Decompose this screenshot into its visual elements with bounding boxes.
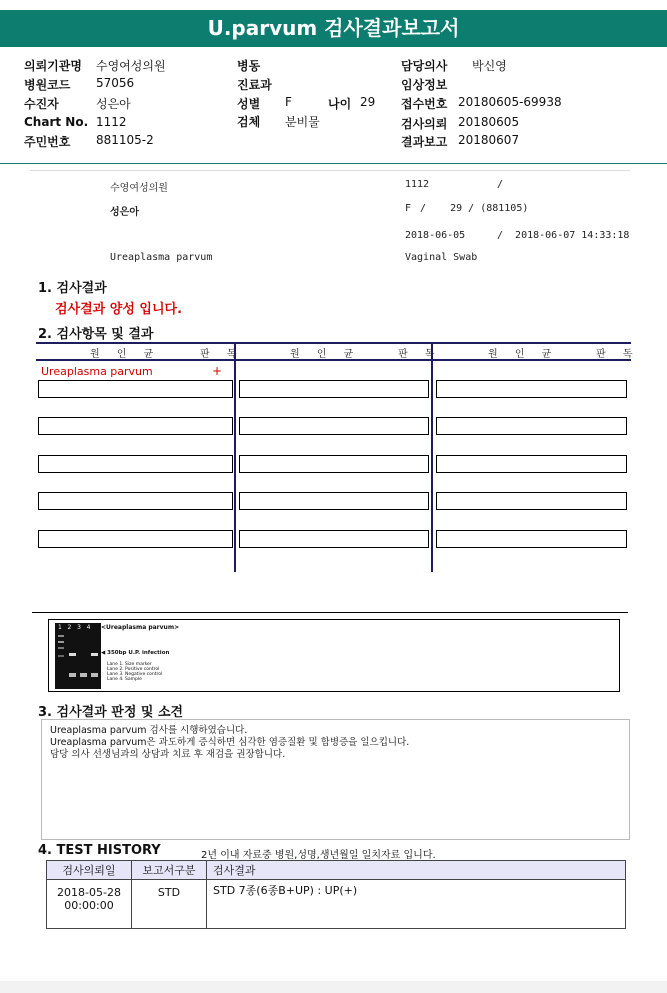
pi-date-reported: / 2018-06-07 14:33:18 <box>497 230 630 241</box>
gel-image-box <box>48 619 620 692</box>
result-cell <box>38 492 233 510</box>
gel-band <box>69 653 76 656</box>
history-row-result: STD 7종(6종B+UP) : UP(+) <box>207 880 626 929</box>
patient-label: 수진자 <box>24 97 59 111</box>
pi-organism: Ureaplasma parvum <box>110 252 213 263</box>
result-cell <box>239 455 429 473</box>
result-cell <box>436 492 627 510</box>
page-divider <box>30 170 630 171</box>
gel-image <box>55 623 101 689</box>
result-cell <box>38 455 233 473</box>
gel-lane-numbers: 1 2 3 4 <box>58 624 91 631</box>
gel-legend-2: Lane 2. Positive control <box>107 667 160 672</box>
pi-institution: 수영여성의원 <box>110 183 168 194</box>
gel-band <box>91 673 98 677</box>
history-col-result: 검사결과 <box>207 861 626 880</box>
history-table <box>46 860 626 929</box>
ward-label: 병동 <box>237 59 261 73</box>
result-cell <box>38 417 233 435</box>
history-note: 2년 이내 자료중 병원,성명,생년월일 일치자료 입니다. <box>201 850 436 861</box>
history-col-date: 검사의뢰일 <box>47 861 132 880</box>
specimen-value: 분비물 <box>285 115 320 129</box>
chart-label: Chart No. <box>24 115 89 129</box>
id-label: 주민번호 <box>24 135 71 149</box>
gel-band <box>69 673 76 677</box>
pi-name: 성은아 <box>110 207 139 218</box>
header-divider <box>0 163 667 164</box>
patient-value: 성은아 <box>96 97 131 111</box>
pi-sex: F <box>405 203 412 214</box>
page-footer-bar <box>0 981 667 993</box>
history-col-type: 보고서구분 <box>132 861 207 880</box>
section4-title: 4. TEST HISTORY <box>38 843 161 858</box>
age-value: 29 <box>360 95 376 109</box>
gel-legend-4: Lane 4. Sample <box>107 677 142 682</box>
section3-title: 3. 검사결과 판정 및 소견 <box>38 705 184 720</box>
receipt-label: 접수번호 <box>401 97 448 111</box>
result-cell <box>38 530 233 548</box>
history-row-type: STD <box>132 880 207 929</box>
pi-specimen: Vaginal Swab <box>405 252 478 263</box>
history-row-date <box>47 880 132 929</box>
request-date-value: 20180605 <box>458 115 520 129</box>
result-cell <box>436 417 627 435</box>
col-pathogen-2: 원 인 균 <box>290 349 361 360</box>
section1-title: 1. 검사결과 <box>38 281 107 296</box>
result-cell <box>436 530 627 548</box>
gel-band <box>58 655 64 657</box>
institution-label: 의뢰기관명 <box>24 59 82 73</box>
col-pathogen-3: 원 인 균 <box>488 349 559 360</box>
report-date-value: 20180607 <box>458 133 520 147</box>
grid-divider-2 <box>431 342 433 572</box>
section1-result: 검사결과 양성 입니다. <box>55 302 183 317</box>
result-cell <box>239 530 429 548</box>
result-cell <box>239 492 429 510</box>
institution-value: 수영여성의원 <box>96 59 166 73</box>
findings-box <box>41 719 630 840</box>
pi-date-received: 2018-06-05 <box>405 230 466 241</box>
col-judgement-1: 판 독 <box>200 349 244 360</box>
gel-band <box>58 635 64 637</box>
hospital-code-label: 병원코드 <box>24 78 71 92</box>
row1-pathogen: Ureaplasma parvum <box>41 365 153 378</box>
gel-band <box>58 647 64 649</box>
result-cell <box>436 455 627 473</box>
doctor-value: 박신영 <box>472 59 507 73</box>
request-date-label: 검사의뢰 <box>401 117 448 131</box>
age-label: 나이 <box>328 97 352 111</box>
specimen-label: 검체 <box>237 115 261 129</box>
gel-legend-3: Lane 3. Negative control <box>107 672 163 677</box>
gel-band <box>58 641 64 643</box>
finding-line-1: Ureaplasma parvum 검사를 시행하였습니다. <box>50 725 248 736</box>
hospital-code-value: 57056 <box>96 76 135 90</box>
receipt-value: 20180605-69938 <box>458 95 562 109</box>
result-cell <box>38 380 233 398</box>
gel-band <box>80 673 87 677</box>
section2-title: 2. 검사항목 및 결과 <box>38 327 154 342</box>
gel-legend-1: Lane 1. Size marker <box>107 662 152 667</box>
col-judgement-3: 판 독 <box>596 349 640 360</box>
finding-line-3: 담당 의사 선생님과의 상담과 치료 후 재검을 권장합니다. <box>50 749 286 760</box>
doctor-label: 담당의사 <box>401 59 448 73</box>
result-cell <box>239 380 429 398</box>
report-date-label: 결과보고 <box>401 135 448 149</box>
pi-slash: / <box>497 179 504 190</box>
col-judgement-2: 판 독 <box>398 349 442 360</box>
result-cell <box>239 417 429 435</box>
report-title: U.parvum 검사결과보고서 <box>0 10 667 47</box>
sex-label: 성별 <box>237 97 261 111</box>
sex-value: F <box>285 95 292 109</box>
col-pathogen-1: 원 인 균 <box>90 349 161 360</box>
chart-value: 1112 <box>96 115 127 129</box>
row1-result: + <box>212 364 223 378</box>
finding-line-2: Ureaplasma parvum은 과도하게 증식하면 심각한 염증질환 및 합병증을 일으킵니다. <box>50 737 410 748</box>
gel-divider <box>32 612 628 613</box>
pi-age-birth: / 29 / (881105) <box>420 203 529 214</box>
gel-band-label: ◀ 350bp U.P. infection <box>101 650 170 656</box>
dept-label: 진료과 <box>237 78 272 92</box>
result-cell <box>436 380 627 398</box>
id-value: 881105-2 <box>96 133 154 147</box>
grid-divider-1 <box>234 342 236 572</box>
clinical-label: 임상정보 <box>401 78 448 92</box>
pi-chart: 1112 <box>405 179 430 190</box>
gel-title: <Ureaplasma parvum> <box>101 624 180 631</box>
history-date: 2018-05-28 <box>57 886 121 899</box>
gel-band <box>91 653 98 656</box>
grid-top-line <box>36 342 631 344</box>
history-time: 00:00:00 <box>64 899 114 912</box>
